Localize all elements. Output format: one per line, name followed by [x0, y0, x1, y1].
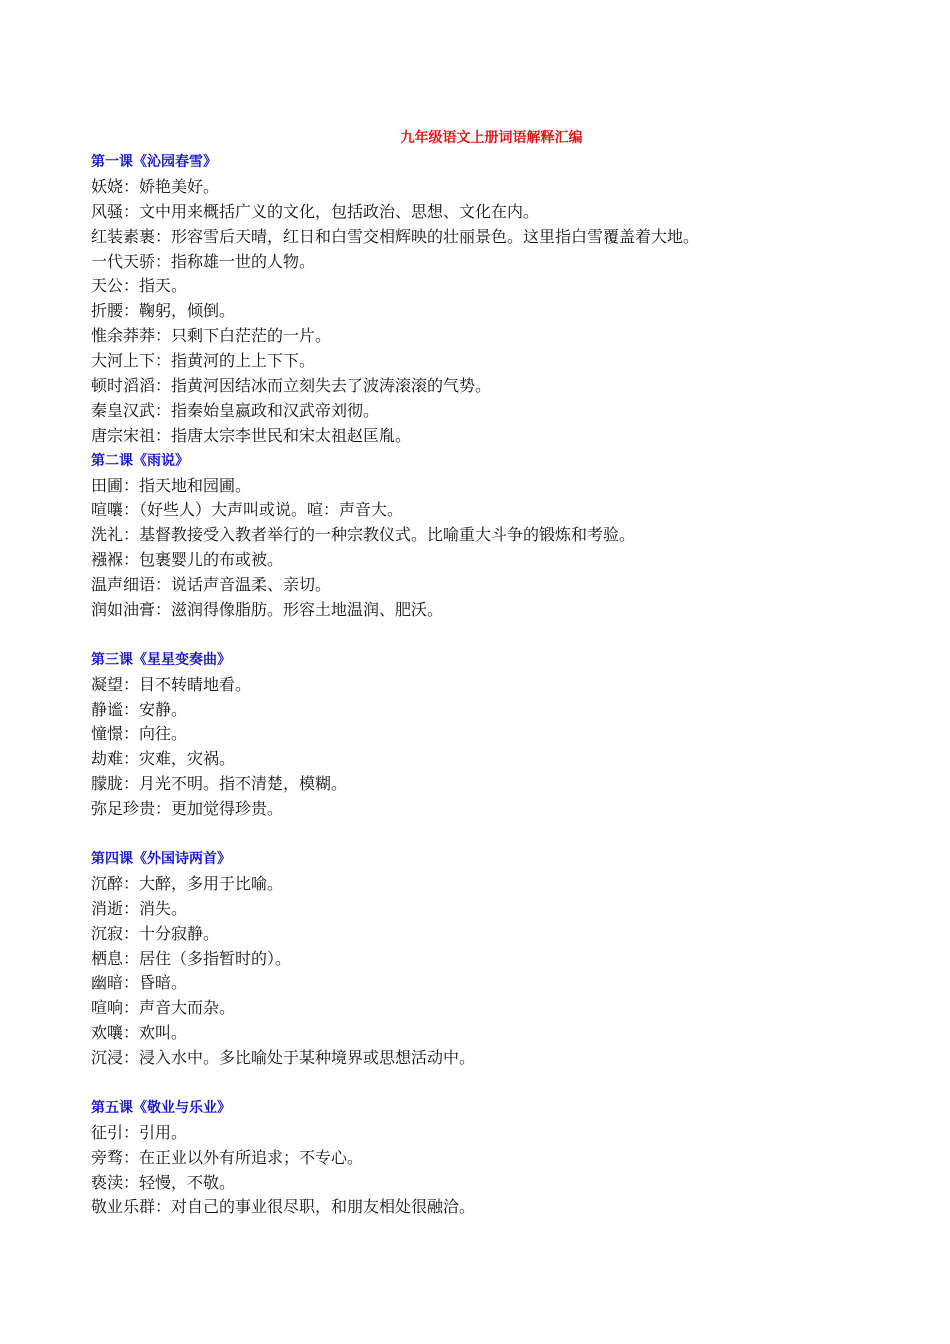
- entry-line: 唐宗宋祖：指唐太宗李世民和宋太祖赵匡胤。: [91, 425, 412, 445]
- entry-line: 弥足珍贵：更加觉得珍贵。: [91, 799, 284, 819]
- entry-line: 天公：指天。: [91, 276, 188, 296]
- entry-line: 劫难：灾难，灾祸。: [91, 749, 236, 769]
- section-lesson-1: [91, 150, 891, 449]
- entry-line: 消逝：消失。: [91, 898, 188, 918]
- section-lesson-2: [91, 449, 891, 623]
- entry-line: 征引：引用。: [91, 1122, 188, 1142]
- entry-line: 温声细语：说话声音温柔、亲切。: [91, 575, 332, 595]
- section-heading: 第二课《雨说》: [91, 452, 189, 469]
- entry-line: 旁骛：在正业以外有所追求；不专心。: [91, 1147, 364, 1167]
- section-heading: 第三课《星星变奏曲》: [91, 651, 231, 668]
- entry-line: 朦胧：月光不明。指不清楚，模糊。: [91, 774, 348, 794]
- entry-line: 惟余莽莽：只剩下白茫茫的一片。: [91, 326, 332, 346]
- entry-line: 一代天骄：指称雄一世的人物。: [91, 251, 316, 271]
- entry-line: 洗礼：基督教接受入教者举行的一种宗教仪式。比喻重大斗争的锻炼和考验。: [91, 525, 636, 545]
- entry-line: 红装素裹：形容雪后天晴，红日和白雪交相辉映的壮丽景色。这里指白雪覆盖着大地。: [91, 226, 700, 246]
- entry-line: 喧响：声音大而杂。: [91, 998, 236, 1018]
- document-title: 九年级语文上册词语解释汇编: [400, 130, 583, 146]
- section-lesson-5: [91, 1096, 891, 1220]
- entry-line: 秦皇汉武：指秦始皇嬴政和汉武帝刘彻。: [91, 400, 380, 420]
- entry-line: 折腰：鞠躬，倾倒。: [91, 301, 236, 321]
- section-heading: 第四课《外国诗两首》: [91, 850, 231, 867]
- entry-line: 憧憬：向往。: [91, 724, 188, 744]
- entry-line: 田圃：指天地和园圃。: [91, 475, 252, 495]
- entry-line: 静谧：安静。: [91, 699, 188, 719]
- entry-line: 凝望：目不转睛地看。: [91, 674, 252, 694]
- section-lesson-3: [91, 648, 891, 822]
- entry-line: 妖娆：娇艳美好。: [91, 176, 220, 196]
- entry-line: 大河上下：指黄河的上上下下。: [91, 351, 316, 371]
- entry-line: 欢嚷：欢叫。: [91, 1023, 188, 1043]
- entry-line: 襁褓：包裹婴儿的布或被。: [91, 550, 284, 570]
- entry-line: 沉醉：大醉，多用于比喻。: [91, 873, 284, 893]
- entry-line: 风骚：文中用来概括广义的文化，包括政治、思想、文化在内。: [91, 201, 540, 221]
- blank-line: [91, 623, 891, 648]
- entry-line: 栖息：居住（多指暂时的）。: [91, 948, 292, 968]
- entry-line: 顿时滔滔：指黄河因结冰而立刻失去了波涛滚滚的气势。: [91, 376, 492, 396]
- section-heading: 第一课《沁园春雪》: [91, 154, 217, 170]
- entry-line: 沉寂：十分寂静。: [91, 923, 220, 943]
- entry-line: 亵渎：轻慢，不敬。: [91, 1172, 236, 1192]
- entry-line: 幽暗：昏暗。: [91, 973, 188, 993]
- document-page: [91, 126, 891, 1220]
- section-lesson-4: [91, 847, 891, 1071]
- blank-line: [91, 1071, 891, 1096]
- entry-line: 沉浸：浸入水中。多比喻处于某种境界或思想活动中。: [91, 1048, 476, 1068]
- section-heading: 第五课《敬业与乐业》: [91, 1099, 231, 1116]
- entry-line: 润如油膏：滋润得像脂肪。形容土地温润、肥沃。: [91, 600, 444, 620]
- entry-line: 喧嚷：（好些人）大声叫或说。喧：声音大。: [91, 500, 404, 520]
- entry-line: 敬业乐群：对自己的事业很尽职，和朋友相处很融洽。: [91, 1197, 476, 1217]
- blank-line: [91, 822, 891, 847]
